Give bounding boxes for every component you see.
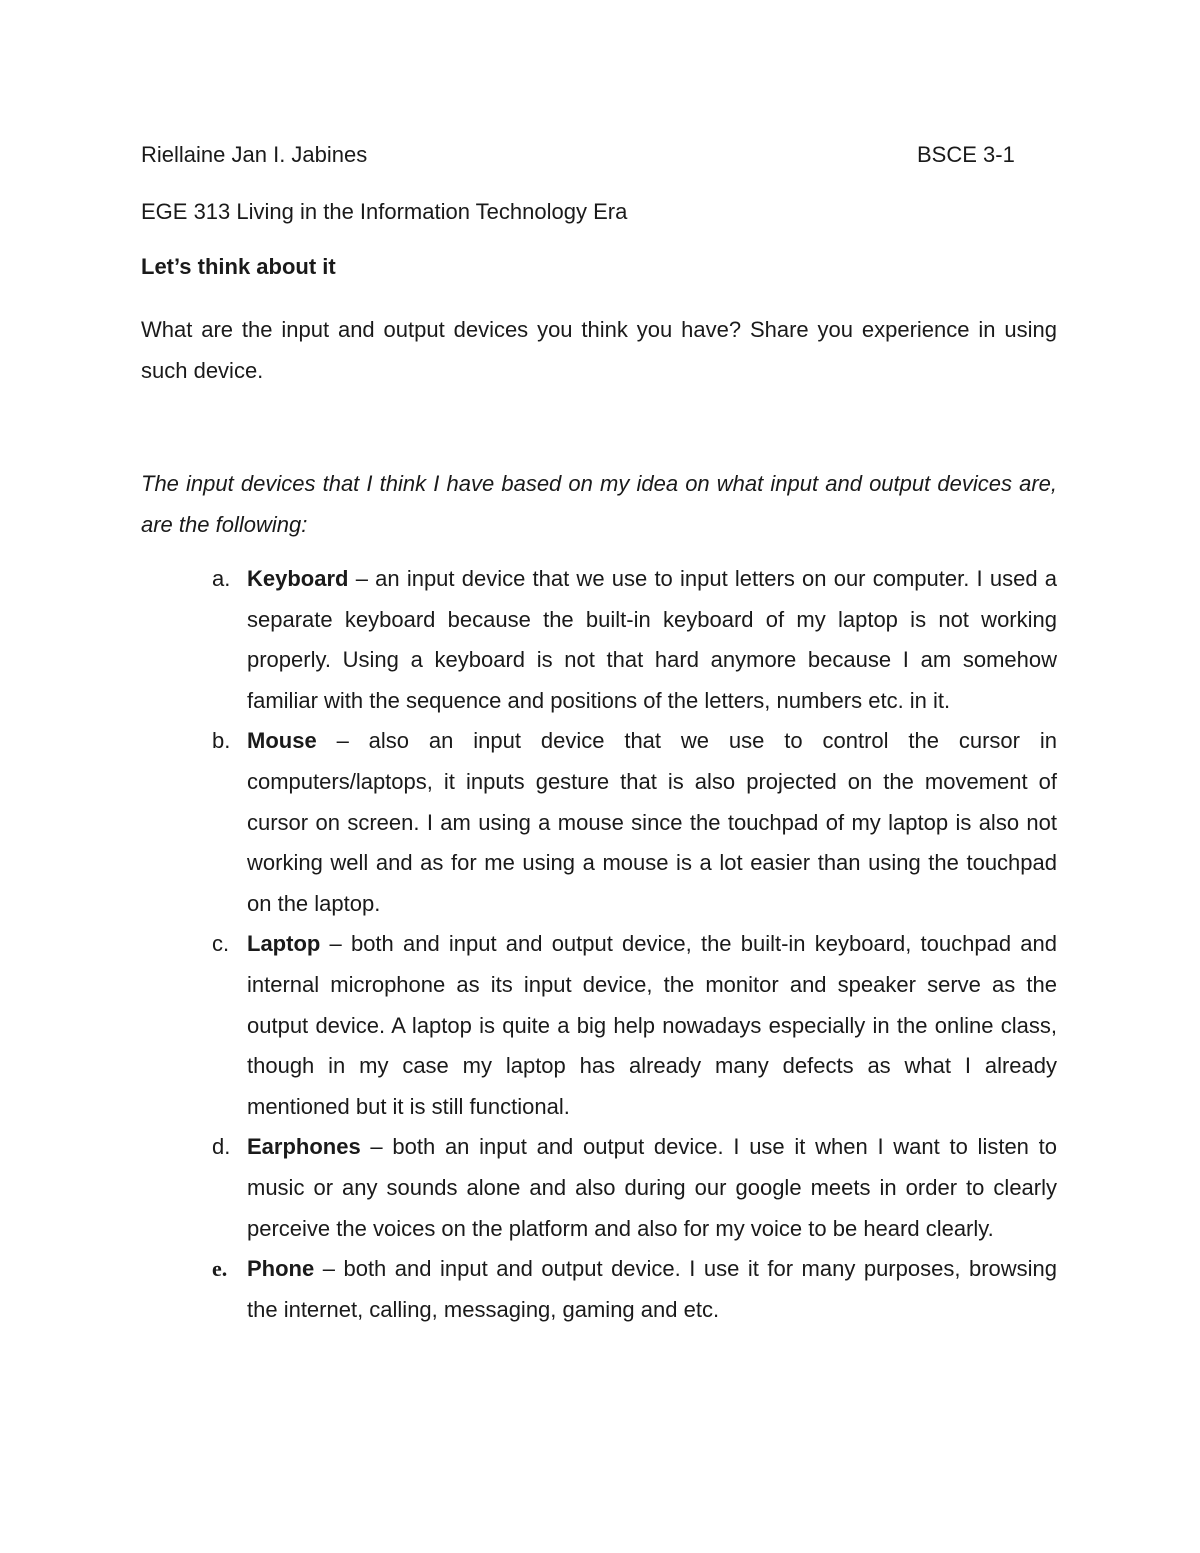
list-item [141,721,1057,924]
device-description: – also an input device that we use to control the cursor in computers/laptops, it inputs gesture that is also projected on the movement of cursor on screen. I am using a mouse since the touchpad of my laptop is also not working well and as for me using a mouse is a lot easier than using the touchpad on the laptop. [247,728,1057,916]
device-term: Laptop [247,931,321,957]
device-description: – both and input and output device. I use it for many purposes, browsing the internet, calling, messaging, gaming and etc. [247,1256,1057,1322]
list-item [141,559,1057,721]
list-item [141,1249,1057,1330]
device-description: – both and input and output device, the built-in keyboard, touchpad and internal microphone as its input device, the monitor and speaker serve as the output device. A laptop is quite a big help nowadays especially in the online class, though in my case my laptop has already many defects as what I already mentioned but it is still functional. [247,931,1057,1119]
device-term: Mouse [247,728,317,754]
section-code: BSCE 3-1 [917,142,1015,167]
device-list [141,559,1057,1330]
list-item [141,1127,1057,1249]
device-term: Phone [247,1256,315,1282]
device-description: – both an input and output device. I use it when I want to listen to music or any sounds alone and also during our google meets in order to clearly perceive the voices on the platform and also for my voice to be heard clearly. [247,1134,1057,1241]
list-marker: e. [212,1256,228,1282]
list-item [141,924,1057,1127]
activity-heading: Let’s think about it [141,254,336,279]
intro-paragraph: The input devices that I think I have based on my idea on what input and output devices are, are the following: [141,471,1057,537]
device-term: Keyboard [247,566,349,591]
list-marker: a. [212,566,231,591]
device-term: Earphones [247,1134,361,1160]
list-marker: b. [212,728,231,754]
list-marker: c. [212,931,230,957]
author-name: Riellaine Jan I. Jabines [141,142,368,167]
device-description: – an input device that we use to input letters on our computer. I used a separate keyboard because the built-in keyboard of my laptop is not working properly. Using a keyboard is not that hard anymore because I am somehow familiar with the sequence and positions of the letters, numbers etc. in it. [247,566,1057,713]
question-paragraph: What are the input and output devices you think you have? Share you experience in using such device. [141,317,1057,383]
course-title: EGE 313 Living in the Information Technology Era [141,199,628,224]
list-marker: d. [212,1134,231,1160]
